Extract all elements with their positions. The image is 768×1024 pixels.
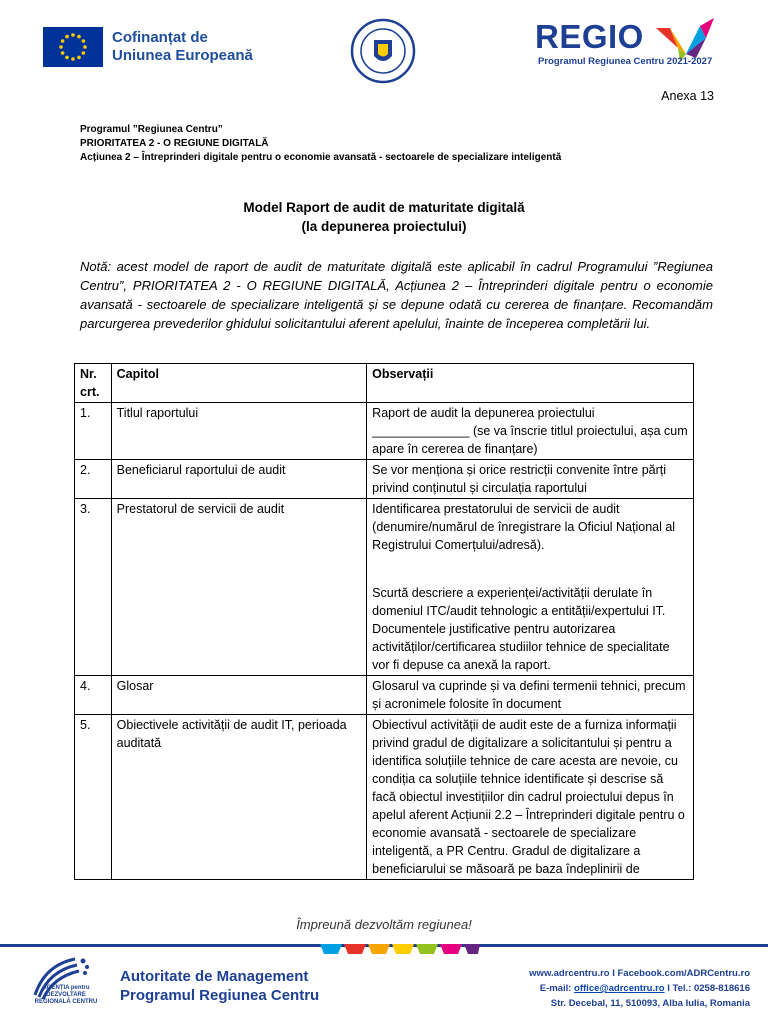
row-observatii-cell	[367, 499, 694, 676]
title-line1: Model Raport de audit de maturitate digitală	[243, 200, 525, 215]
contact-block	[529, 966, 750, 1011]
regio-logo-text: REGIO	[535, 18, 644, 55]
row-observatii: Obiectivul activității de audit este de a furniza informații privind gradul de digitalizare a solicitantului și pentru a identifica soluțiile tehnice de care acesta are nevoie, cu condiția ca soluțiile tehnice identificate și descrise să facă obiectul investițiilor din cadrul proiectului depus în apelul aferent Acțiunii 2.2 – Întreprinderi digitale pentru o economie avansată - sectoarele de specializare inteligentă, a PR Centru. Gradul de digitalizare a beneficiarului se măsoară pe baza îndeplinirii de	[367, 715, 694, 880]
table-header-row	[75, 364, 694, 403]
program-line1: Programul ”Regiunea Centru”	[80, 124, 223, 135]
header-nr: Nr. crt.	[75, 364, 112, 403]
row-observatii-part2: Scurtă descriere a experienței/activității derulate în domeniul ITC/audit tehnologic a entității/expertului IT. Documentele justificative pentru autorizarea activităților/certificarea studiilor tehnice de specialitate vor fi depuse ca anexă la raport.	[372, 586, 670, 672]
row-observatii: Se vor menționa și orice restricții convenite între părți privind conținutul și circulația raportului	[367, 460, 694, 499]
row-observatii: Raport de audit la depunerea proiectului ______________ (se va înscrie titlul proiectului, așa cum apare în cererea de finanțare)	[367, 403, 694, 460]
table-row	[75, 676, 694, 715]
row-nr: 4.	[75, 676, 112, 715]
audit-report-table	[74, 363, 694, 880]
am-line1: Autoritate de Management	[120, 968, 309, 985]
row-nr: 2.	[75, 460, 112, 499]
table-row	[75, 499, 694, 676]
header-observatii: Observații	[367, 364, 694, 403]
slogan-text: Împreună dezvoltăm regiunea!	[296, 917, 472, 932]
tel-text: I Tel.: 0258-818616	[664, 983, 750, 994]
email-label: E-mail:	[539, 983, 575, 994]
row-observatii-part1: Identificarea prestatorului de servicii de audit (denumire/numărul de înregistrare la Oficiul Național al Registrului Comerțului/adresă).	[372, 502, 676, 552]
row-capitol: Prestatorul de servicii de audit	[111, 499, 367, 676]
eu-text-line1: Cofinanțat de	[112, 29, 208, 46]
table-row	[75, 715, 694, 880]
title-line2: (la depunerea proiectului)	[301, 219, 467, 234]
program-line3: Acțiunea 2 – Întreprinderi digitale pentru o economie avansată - sectoarele de specializare inteligentă	[80, 152, 562, 163]
email-link[interactable]: office@adrcentru.ro	[574, 983, 665, 994]
contact-address: Str. Decebal, 11, 510093, Alba Iulia, Romania	[550, 998, 750, 1009]
agency-name: AGENȚIA pentru DEZVOLTARE REGIONALĂ CENTRU	[34, 985, 98, 1005]
managing-authority-text	[120, 967, 319, 1005]
row-capitol: Beneficiarul raportului de audit	[111, 460, 367, 499]
eu-text-line2: Uniunea Europeană	[112, 47, 253, 64]
program-line2: PRIORITATEA 2 - O REGIUNE DIGITALĂ	[80, 138, 269, 149]
row-capitol: Titlul raportului	[111, 403, 367, 460]
nota-paragraph: Notă: acest model de raport de audit de maturitate digitală este aplicabil în cadrul Programului ”Regiunea Centru”, PRIORITATEA 2 - O REGIUNE DIGITALĂ, Acțiunea 2 – Întreprinderi digitale pentru o economie avansată - sectoarele de specializare inteligentă și se depune odată cu cererea de finanțare. Recomandăm parcurgerea prevederilor ghidului solicitantului aferent apelului, înainte de începerea completării lui.	[80, 259, 713, 331]
row-observatii: Glosarul va cuprinde și va defini termenii tehnici, precum și acronimele folosite în document	[367, 676, 694, 715]
anexa-label: Anexa 13	[661, 89, 714, 103]
table-row	[75, 403, 694, 460]
row-nr: 5.	[75, 715, 112, 880]
contact-web[interactable]: www.adrcentru.ro I Facebook.com/ADRCentru.ro	[529, 968, 750, 979]
document-title	[0, 198, 768, 236]
eu-flag-logo	[43, 27, 103, 67]
program-block	[80, 123, 561, 165]
am-line2: Programul Regiunea Centru	[120, 987, 320, 1004]
row-capitol: Obiectivele activității de audit IT, perioada auditată	[111, 715, 367, 880]
government-seal-icon	[350, 18, 416, 84]
regio-subtitle: Programul Regiunea Centru 2021-2027	[538, 56, 713, 67]
color-stripes-decoration	[320, 941, 480, 951]
row-nr: 3.	[75, 499, 112, 676]
eu-cofinantat-text	[112, 29, 253, 65]
header-capitol: Capitol	[111, 364, 367, 403]
row-nr: 1.	[75, 403, 112, 460]
table-row	[75, 460, 694, 499]
row-capitol: Glosar	[111, 676, 367, 715]
contact-email-line	[529, 981, 750, 996]
